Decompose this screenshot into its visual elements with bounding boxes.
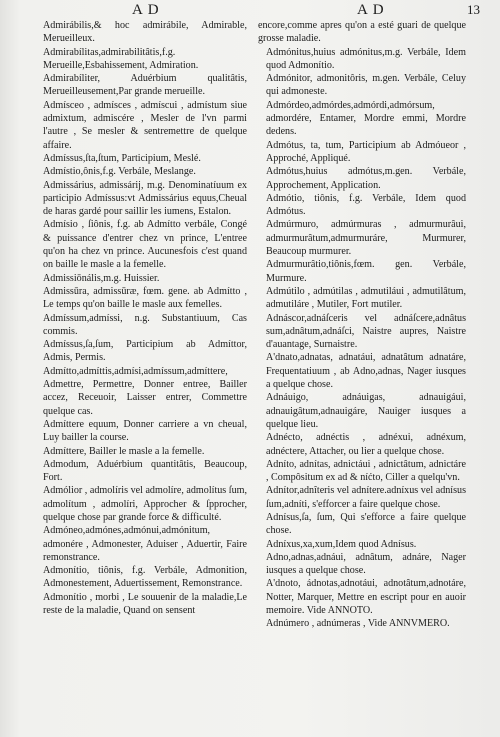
dictionary-entry: Admónitus,huius admónitus,m.g. Verbále, Idem quod Admonítio.: [266, 46, 466, 71]
dictionary-entry: Admísio , ſiônis, f.g. ab Admítto verbále, Congé & puissance d'entrer chez vn prince, L'entree qu'on ha chez vn prince. Aucunesfois c'est quand on baille le masle a la femelle.: [43, 219, 247, 271]
dictionary-entry: Admúrmuro, admúrmuras , admurmurâui, admurmurâtum,admurmuráre, Murmurer, Beaucoup murmurer.: [266, 219, 466, 258]
dictionary-entry: Admítto,admíttis,admísi,admíssum,admíttere, Admettre, Permettre, Donner entree, Bailler accez, Receuoir, Laisser entrer, Commettre quelque cas.: [43, 365, 247, 417]
dictionary-entry: Admirabílitas,admirabilitâtis,f.g. Merueille,Esbahissement, Admiration.: [43, 46, 199, 71]
dictionary-entry: Admíttere equum, Donner carriere a vn cheual, Luy bailler la course.: [43, 418, 247, 444]
dictionary-entry: Admissárius, admissárij, m.g. Denominatíuum ex participio Admíssus:vt Admissárius equus,Cheual de haras gardé pour saillir les iumens, Estalon.: [43, 179, 247, 218]
dictionary-entry: Admótio, tiônis, f.g. Verbále, Idem quod Admótus.: [266, 192, 466, 218]
dictionary-entry: Admótus, ta, tum, Participium ab Admóueor , Approché, Appliqué.: [266, 139, 466, 164]
dictionary-entry: Admodum, Aduérbium quantitâtis, Beaucoup, Fort.: [43, 458, 247, 484]
dictionary-entry: Adnáuigo, adnáuigas, adnauigáui, adnauigâtum,adnauigáre, Nauiger iusques a quelque lieu.: [266, 392, 466, 430]
dictionary-entry: Admonítio, tiônis, f.g. Verbále, Admonition, Admonestement, Aduertissement, Remonstrance.: [43, 565, 247, 590]
dictionary-entry: Admíssum,admíssi, n.g. Substantiuum, Cas commis.: [43, 312, 247, 337]
dictionary-entry: Adníxus,xa,xum,Idem quod Adnísus.: [266, 538, 417, 550]
dictionary-entry: Adnísus,ſa, ſum, Qui s'efforce a faire quelque chose.: [266, 511, 466, 537]
dictionary-entry: Admórdeo,admórdes,admórdi,admórsum, admordére, Entamer, Mordre emmi, Mordre dedens.: [266, 99, 466, 138]
right-running-head: A D: [357, 2, 385, 18]
dictionary-entry: Adno,adnas,adnáui, adnâtum, adnáre, Nager iusques a quelque chose.: [266, 551, 466, 577]
dictionary-entry: Admirábilis,& hoc admirábile, Admirable, Merueilleux.: [43, 20, 247, 45]
page-number: 13: [467, 2, 480, 17]
dictionary-entry: Adnécto, adnéctis , adnéxui, adnéxum, adnéctere, Attacher, ou lier a quelque chose.: [266, 432, 466, 457]
dictionary-entry: Adnítor,adnîteris vel adnítere.adníxus vel adnísus ſum,adníti, s'efforcer a faire quelque chose.: [266, 485, 466, 510]
dictionary-entry: Admirabíliter, Aduérbium qualitâtis, Merueilleusement,Par grande merueille.: [43, 73, 247, 98]
dictionary-entry: Admissūra, admissūræ, fœm. gene. ab Admítto , Le temps qu'on baille le masle aux femelles.: [43, 285, 247, 311]
dictionary-entry: Admonítio , morbi , Le souuenir de la maladie,Le reste de la maladie, Quand on sensent: [43, 591, 247, 617]
dictionary-entry: A'dnoto, ádnotas,adnotáui, adnotâtum,adnotáre, Notter, Marquer, Mettre en escript pour en auoir memoire. Vide ANNOTO.: [266, 578, 466, 617]
dictionary-entry: Admólior , admolíris vel admolíre, admolítus ſum, admolítum , admolíri, Approcher & ſpprocher, quelque chose par grande force & difficulté.: [43, 485, 247, 523]
dictionary-entry: Admissiōnális,m.g. Huissier.: [43, 272, 160, 284]
left-running-head: A D: [132, 2, 160, 18]
continued-entry: encore,comme apres qu'on a esté guari de quelque grosse maladie.: [258, 20, 466, 45]
dictionary-entry: Admíssus,ſta,ſtum, Participium, Meslé.: [43, 152, 201, 164]
dictionary-entry: Admónitor, admonitôris, m.gen. Verbále, Celuy qui admoneste.: [266, 73, 466, 98]
dictionary-entry: Admútilo , admútilas , admutiláui , admutilâtum, admutiláre , Mutiler, Fort mutiler.: [266, 285, 466, 311]
left-column: [35, 19, 247, 617]
right-column: [258, 19, 466, 631]
dictionary-entry: Admótus,huius admótus,m.gen. Verbále, Approchement, Application.: [266, 166, 466, 191]
dictionary-entry: Admóneo,admónes,admónui,admónitum, admonére , Admonester, Aduiser , Aduertir, Faire remonstrance.: [43, 525, 247, 563]
dictionary-entry: A'dnato,adnatas, adnatáui, adnatâtum adnatáre, Frequentatiuum , ab Adno,adnas, Nager iusques a quelque chose.: [266, 352, 466, 391]
dictionary-entry: Adníto, adnítas, adnictáui , adnictâtum, adnictáre , Compôsitum ex ad & níćto, Ciller a quelqu'vn.: [266, 458, 466, 484]
dictionary-entry: Adnáscor,adnáſceris vel adnáſcere,adnâtus sum,adnâtum,adnáſci, Naistre aupres, Naistre d'auantage, Surnaistre.: [266, 312, 466, 351]
dictionary-entry: Admíssus,ſa,ſum, Participium ab Admíttor, Admis, Permis.: [43, 339, 247, 364]
dictionary-entry: Admístio,ônis,f.g. Verbále, Meslange.: [43, 166, 196, 178]
dictionary-entry: Admurmurâtio,tiônis,fœm. gen. Verbále, Murmure.: [266, 259, 466, 284]
dictionary-entry: Adnúmero , adnúmeras , Vide ANNVMERO.: [266, 618, 450, 630]
dictionary-entry: Admíttere, Bailler le masle a la femelle.: [43, 445, 205, 457]
dictionary-entry: Admísceo , admísces , admíscui , admístum siue admixtum, admiscére , Mesler de l'vn parmi l'autre , Se mesler & sentremettre de quelque affaire.: [43, 99, 247, 151]
